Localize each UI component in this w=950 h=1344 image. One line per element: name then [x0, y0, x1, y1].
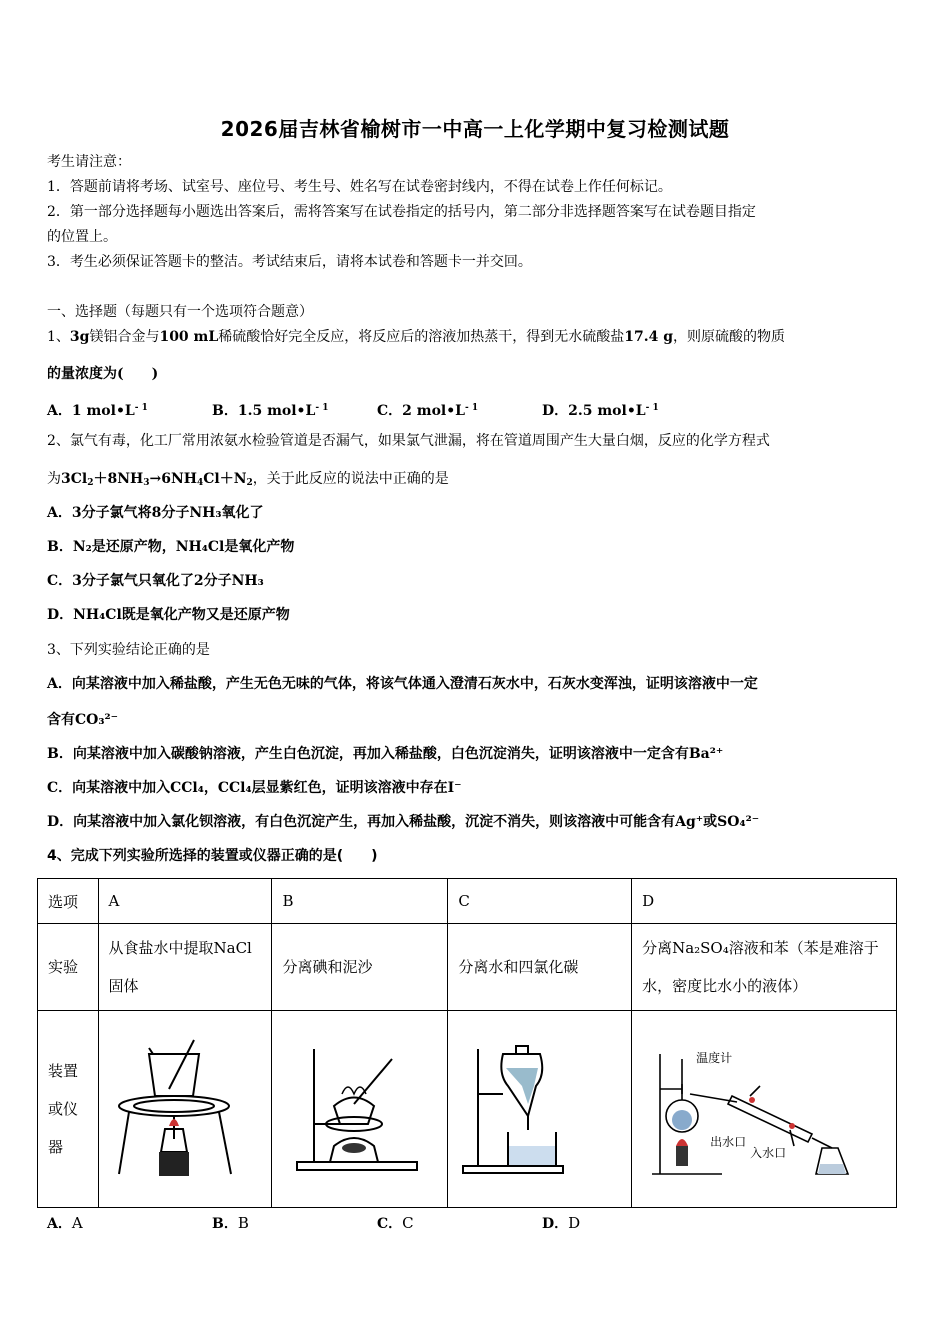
table-row-label: 实验 [38, 924, 99, 1011]
question-1-stem: 1、3g镁铝合金与100 mL稀硫酸恰好完全反应，将反应后的溶液加热蒸干，得到无水硫酸盐17.4 g，则原硫酸的物质 [47, 329, 785, 345]
question-2-stem-cont: 为$3Cl_2+8NH_3\to 6NH_4Cl+N_2$，关于此反应的说法中正确的是 [47, 471, 449, 488]
question-4-option-d: D．D [542, 1214, 581, 1232]
distillation-apparatus-image [642, 1034, 882, 1184]
question-4-option-b: B．B [212, 1214, 249, 1232]
table-row-experiment [38, 924, 897, 1011]
question-4-option-c: C．C [377, 1214, 414, 1232]
thermometer-label: 温度计 [696, 1051, 733, 1065]
question-3-option-a-cont: 含有CO₃²⁻ [47, 712, 118, 728]
question-4-option-a: A．A [47, 1214, 83, 1232]
table-cell [632, 1011, 897, 1208]
table-cell: 从食盐水中提取NaCl固体 [98, 924, 272, 1011]
question-2-option-b: B．N₂是还原产物，NH₄Cl是氧化产物 [47, 539, 295, 555]
question-1-option-d: D．2.5 $mol•L^{- 1}$ [542, 403, 659, 419]
question-3-option-d: D．向某溶液中加入氯化钡溶液，有白色沉淀产生，再加入稀盐酸，沉淀不消失，则该溶液中可能含有Ag⁺或SO₄²⁻ [47, 814, 760, 830]
separatory-funnel-image [458, 1034, 608, 1184]
notice-item-2-cont: 的位置上。 [47, 229, 117, 245]
table-header-cell: D [632, 879, 897, 924]
water-inlet-label: 入水口 [750, 1146, 787, 1160]
page-title: 2026届吉林省榆树市一中高一上化学期中复习检测试题 [220, 117, 730, 141]
question-3-stem: 3、下列实验结论正确的是 [47, 642, 210, 658]
section-heading: 一、选择题（每题只有一个选项符合题意） [47, 304, 313, 320]
question-4-stem: 4、完成下列实验所选择的装置或仪器正确的是( ) [47, 848, 378, 864]
question-2-option-d: D．NH₄Cl既是氧化产物又是还原产物 [47, 607, 290, 623]
table-header-cell: C [448, 879, 632, 924]
question-1-option-c: C．2 $mol•L^{- 1}$ [377, 403, 479, 419]
table-cell [448, 1011, 632, 1208]
table-header-cell: A [98, 879, 272, 924]
question-3-option-a: A．向某溶液中加入稀盐酸，产生无色无味的气体，将该气体通入澄清石灰水中，石灰水变浑浊，证明该溶液中一定 [47, 676, 758, 692]
question-1-option-b: B．1.5 $mol•L^{- 1}$ [212, 403, 329, 419]
question-2-stem: 2、氯气有毒，化工厂常用浓氨水检验管道是否漏气，如果氯气泄漏，将在管道周围产生大量白烟，反应的化学方程式 [47, 433, 770, 449]
notice-item-1: 1．答题前请将考场、试室号、座位号、考生号、姓名写在试卷密封线内，不得在试卷上作任何标记。 [47, 179, 672, 195]
notice-item-2: 2．第一部分选择题每小题选出答案后，需将答案写在试卷指定的括号内，第二部分非选择题答案写在试卷题目指定 [47, 204, 756, 220]
notice-item-3: 3．考生必须保证答题卡的整洁。考试结束后，请将本试卷和答题卡一并交回。 [47, 254, 532, 270]
question-4-table [37, 878, 897, 1208]
notice-heading: 考生请注意： [47, 154, 131, 170]
question-3-option-c: C．向某溶液中加入CCl₄，CCl₄层显紫红色，证明该溶液中存在I⁻ [47, 780, 462, 796]
table-cell: 分离碘和泥沙 [272, 924, 448, 1011]
table-row-label: 装置或仪器 [38, 1011, 99, 1208]
question-3-option-b: B．向某溶液中加入碳酸钠溶液，产生白色沉淀，再加入稀盐酸，白色沉淀消失，证明该溶液中一定含有Ba²⁺ [47, 746, 724, 762]
question-2-option-c: C．3分子氯气只氧化了2分子NH₃ [47, 573, 264, 589]
table-cell: 分离Na₂SO₄溶液和苯（苯是难溶于水，密度比水小的液体） [632, 924, 897, 1011]
question-1-option-a: A．1 $mol•L^{- 1}$ [47, 403, 148, 419]
table-row-device [38, 1011, 897, 1208]
table-header-cell: B [272, 879, 448, 924]
sublimation-apparatus-image [282, 1034, 432, 1184]
question-1-stem-cont: 的量浓度为( ) [47, 366, 159, 382]
table-header-row [38, 879, 897, 924]
question-2-option-a: A．3分子氯气将8分子NH₃氧化了 [47, 505, 264, 521]
water-outlet-label: 出水口 [710, 1135, 747, 1149]
table-cell [272, 1011, 448, 1208]
table-cell [98, 1011, 272, 1208]
evaporation-apparatus-image [109, 1034, 259, 1184]
table-cell: 分离水和四氯化碳 [448, 924, 632, 1011]
table-header-cell: 选项 [38, 879, 99, 924]
